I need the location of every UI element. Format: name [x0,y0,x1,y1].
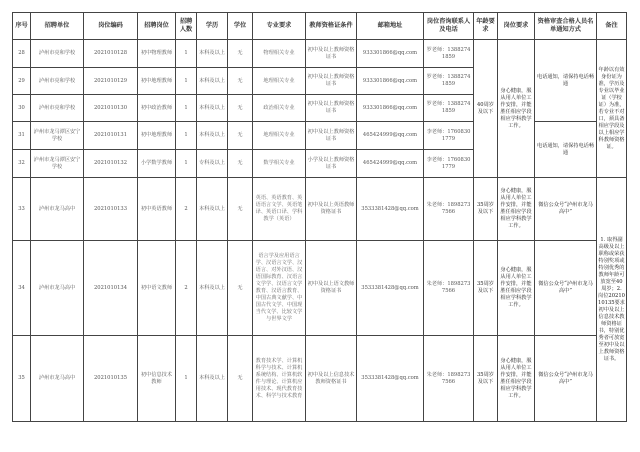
cell-contact: 罗老师：13882741859 [424,95,474,122]
cell-post: 小学数学教师 [138,150,176,178]
cell-requirement: 身心健康，服从用人单位工作安排，并能胜任相应学段相应学科教学工作。 [498,336,535,422]
cell-age: 35周岁及以下 [474,178,498,241]
table-row [13,122,627,150]
cell-contact: 朱老师：18982737566 [424,241,474,336]
cell-code: 2021010135 [84,336,138,422]
cell-unit: 泸州市龙马潭区安宁学校 [31,122,84,150]
cell-unit: 泸州市龙马潭区安宁学校 [31,150,84,178]
cell-contact: 罗老师：13882741859 [424,68,474,95]
cell-certificate: 初中及以上信息技术教师资格证书 [306,336,357,422]
cell-unit: 泸州市龙马高中 [31,241,84,336]
header-degree: 学位 [228,13,253,40]
header-notify: 资格审查合格人员名单通知方式 [535,13,597,40]
header-unit: 招聘单位 [31,13,84,40]
cell-certificate: 初中及以上英语教师资格证书 [306,178,357,241]
cell-count: 1 [176,68,197,95]
cell-post: 初中英语教师 [138,178,176,241]
cell-major: 数学相关专业 [253,150,306,178]
cell-count: 1 [176,122,197,150]
header-no: 序号 [13,13,31,40]
recruitment-table [12,12,627,422]
cell-contact: 李老师：17608301779 [424,122,474,150]
cell-no: 31 [13,122,31,150]
table-row [13,241,627,336]
header-major: 专业要求 [253,13,306,40]
cell-notify-merged: 电话通知，请保持电话畅通 [535,40,597,122]
cell-count: 1 [176,150,197,178]
cell-certificate: 初中及以上教师资格证书 [306,95,357,122]
cell-unit: 泸州市亮和学校 [31,40,84,68]
cell-no: 29 [13,68,31,95]
cell-contact: 罗老师：13882741859 [424,40,474,68]
cell-requirement: 身心健康，服从用人单位工作安排，并能胜任相应学段相应学科教学工作。 [498,241,535,336]
cell-requirement: 身心健康，服从用人单位工作安排，并能胜任相应学段相应学科教学工作。 [498,178,535,241]
cell-email: 3533381428@qq.com [357,336,424,422]
cell-email: 933301866@qq.com [357,40,424,68]
table-row [13,178,627,241]
cell-email: 933301866@qq.com [357,95,424,122]
cell-degree: 无 [228,68,253,95]
header-row [13,13,627,40]
cell-certificate: 初中及以上语文教师资格证书 [306,241,357,336]
cell-code: 2021010130 [84,95,138,122]
header-code: 岗位编码 [84,13,138,40]
header-education: 学历 [197,13,228,40]
cell-email: 3533381428@qq.com [357,241,424,336]
cell-education: 本科及以上 [197,122,228,150]
cell-count: 1 [176,95,197,122]
table-row [13,336,627,422]
cell-notify-merged: 电话通知，请保持电话畅通 [535,122,597,178]
cell-degree: 无 [228,122,253,150]
cell-email: 933301866@qq.com [357,68,424,95]
cell-requirement-merged: 身心健康，服从用人单位工作安排，并能胜任相应学段相应学科教学工作。 [498,40,535,178]
cell-post: 初中政治教师 [138,95,176,122]
cell-certificate: 初中及以上教师资格证书 [306,68,357,95]
cell-post: 初中地理教师 [138,68,176,95]
cell-unit: 泸州市龙马高中 [31,178,84,241]
cell-no: 34 [13,241,31,336]
cell-code: 2021010129 [84,68,138,95]
cell-no: 28 [13,40,31,68]
cell-post: 初中语文教师 [138,241,176,336]
cell-age: 35周岁及以下 [474,336,498,422]
header-certificate: 教师资格证条件 [306,13,357,40]
cell-degree: 无 [228,241,253,336]
cell-remark-merged: 年龄以有效身份证为准，学历及专业以毕业证（学校证）为准，若专业不对口，须具备相应学段及以上相应学科教师资格证。 [597,40,627,178]
cell-unit: 泸州市亮和学校 [31,68,84,95]
cell-notify: 微信公众号“泸州市龙马高中” [535,178,597,241]
cell-contact: 李老师：17608301779 [424,150,474,178]
cell-education: 专科及以上 [197,150,228,178]
header-count: 招聘人数 [176,13,197,40]
cell-count: 1 [176,336,197,422]
cell-education: 本科及以上 [197,178,228,241]
cell-major: 政治相关专业 [253,95,306,122]
cell-major: 地理相关专业 [253,122,306,150]
cell-contact: 朱老师：18982737566 [424,178,474,241]
header-requirement: 岗位要求 [498,13,535,40]
cell-degree: 无 [228,178,253,241]
cell-post: 初中地理教师 [138,122,176,150]
cell-count: 2 [176,241,197,336]
cell-notify: 微信公众号“泸州市龙马高中” [535,336,597,422]
cell-code: 2021010128 [84,40,138,68]
header-remark: 备注 [597,13,627,40]
cell-no: 32 [13,150,31,178]
cell-post: 初中信息技术教师 [138,336,176,422]
cell-degree: 无 [228,95,253,122]
cell-degree: 无 [228,40,253,68]
cell-no: 33 [13,178,31,241]
cell-education: 本科及以上 [197,241,228,336]
cell-degree: 无 [228,150,253,178]
cell-certificate: 小学及以上教师资格证书 [306,150,357,178]
cell-code: 2021010134 [84,241,138,336]
cell-no: 35 [13,336,31,422]
header-contact: 岗位咨询联系人及电话 [424,13,474,40]
cell-major: 教育技术学、计算机科学与技术、计算机系统结构、计算机软件与理论、计算机应用技术、现代教育技术、科学与技术教育 [253,336,306,422]
cell-major: 语言学及应用语言学、汉语言文学、汉语言、对外汉语、汉语国际教育、汉语言文学学、汉语言文学教育、汉语言教育、中国古典文献学、中国古代文学、中国现当代文学、比较文学与世界文学 [253,241,306,336]
cell-major: 英语、英语教育、英语语言文学、英语笔译、英语口译、学科教学（英语） [253,178,306,241]
cell-education: 本科及以上 [197,95,228,122]
cell-count: 2 [176,178,197,241]
cell-email: 3533381428@qq.com [357,178,424,241]
cell-education: 本科及以上 [197,40,228,68]
cell-education: 本科及以上 [197,68,228,95]
cell-certificate: 初中及以上教师资格证书 [306,40,357,68]
header-post: 招聘岗位 [138,13,176,40]
cell-code: 2021010133 [84,178,138,241]
cell-count: 1 [176,40,197,68]
header-email: 邮箱地址 [357,13,424,40]
header-age: 年龄要求 [474,13,498,40]
cell-major: 地理相关专业 [253,68,306,95]
cell-degree: 无 [228,336,253,422]
cell-code: 2021010131 [84,122,138,150]
cell-email: 465424999@qq.com [357,122,424,150]
cell-age-merged: 40周岁及以下 [474,40,498,178]
cell-certificate: 初中及以上教师资格证书 [306,122,357,150]
cell-code: 2021010132 [84,150,138,178]
cell-remark-merged: 1. 取得副高级及以上职称或荣获特别奖项或特别优秀的教师年龄可放宽至40周岁；2. 岗位2021010135要求初中及以上信息技术教师资格证书，特别优秀者可放宽至初中及以上教师资格证书。 [597,178,627,422]
cell-email: 465424999@qq.com [357,150,424,178]
cell-unit: 泸州市龙马高中 [31,336,84,422]
cell-contact: 朱老师：18982737566 [424,336,474,422]
table-row [13,40,627,68]
cell-unit: 泸州市亮和学校 [31,95,84,122]
cell-age: 35周岁及以下 [474,241,498,336]
cell-notify: 微信公众号“泸州市龙马高中” [535,241,597,336]
cell-education: 本科及以上 [197,336,228,422]
cell-no: 30 [13,95,31,122]
cell-post: 初中物理教师 [138,40,176,68]
cell-major: 物理相关专业 [253,40,306,68]
